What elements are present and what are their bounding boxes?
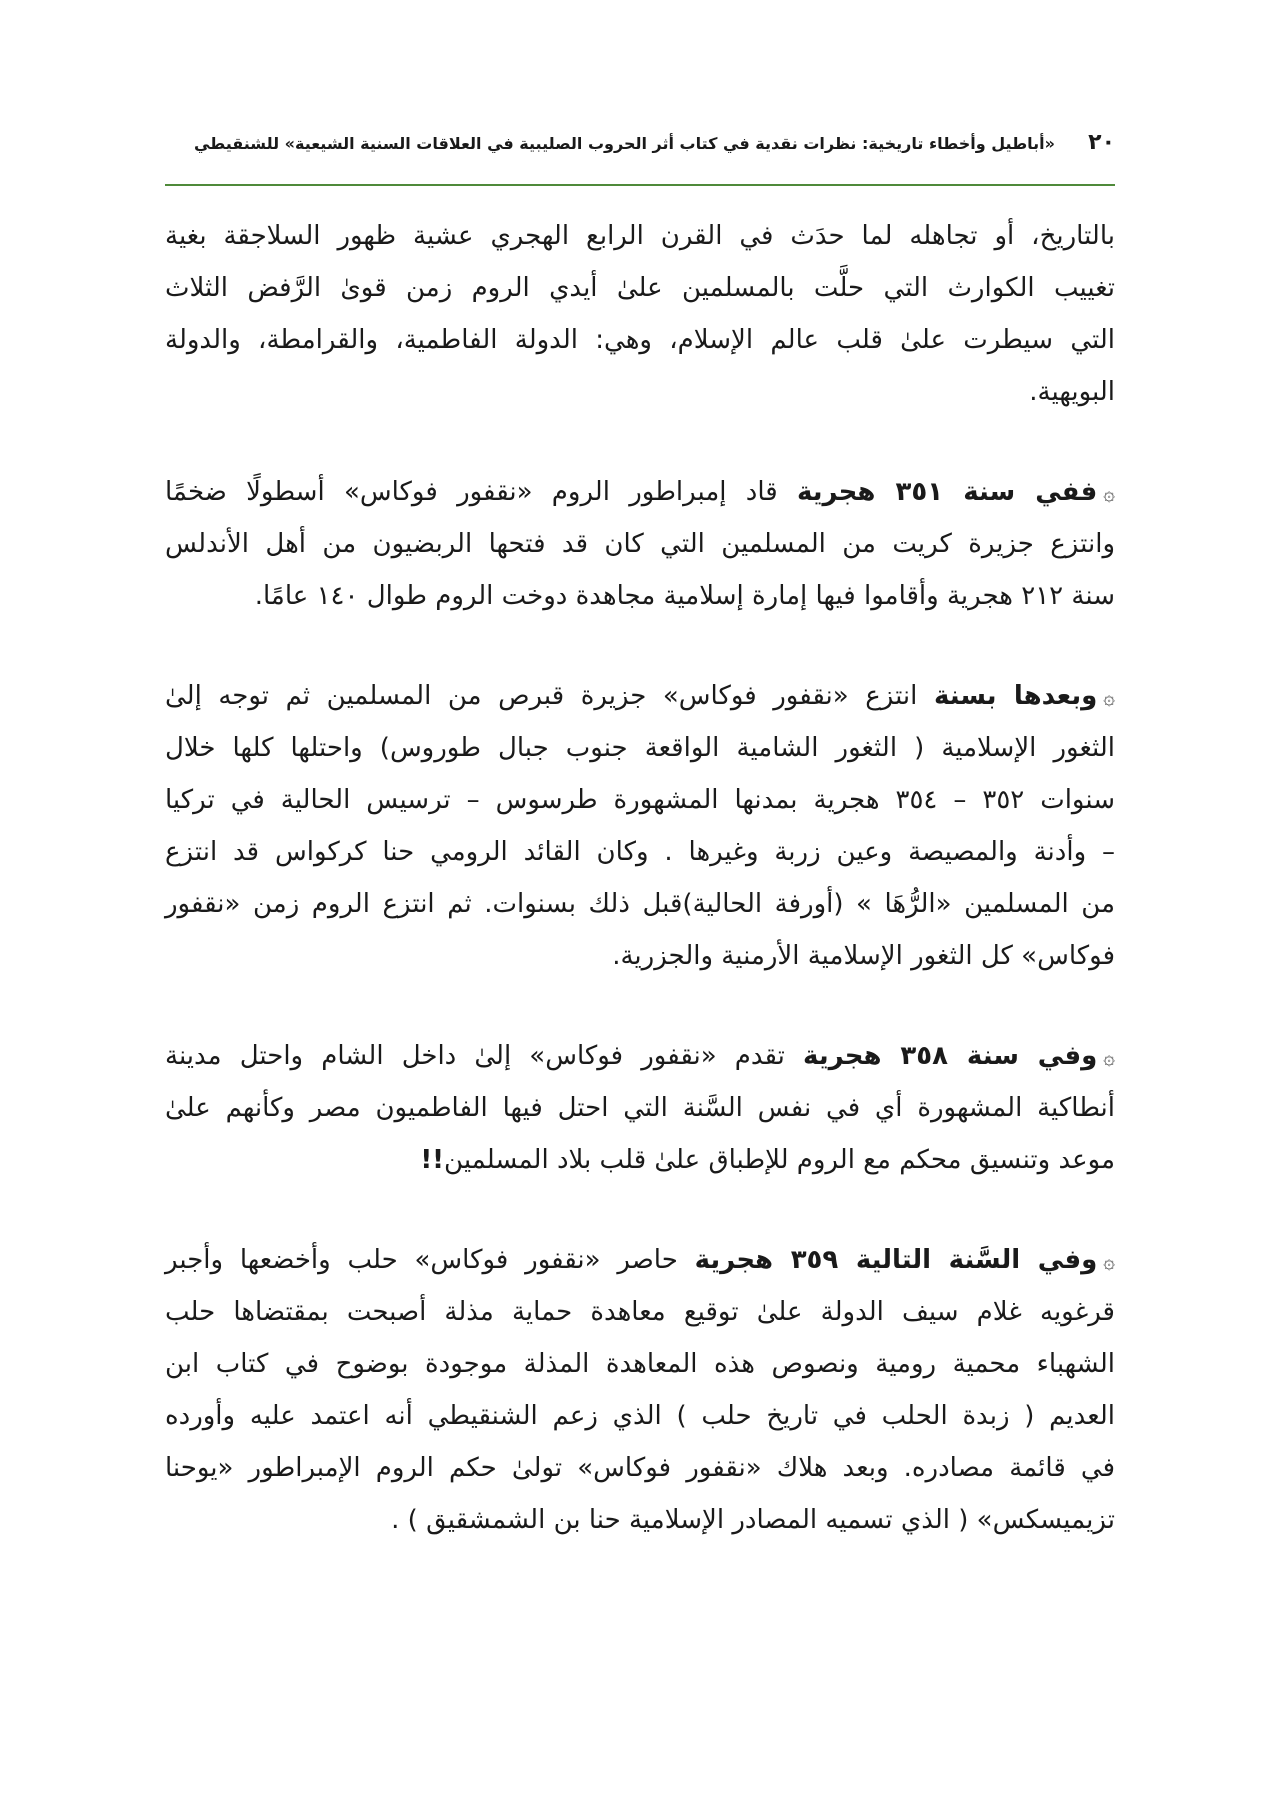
text-line	[165, 366, 1115, 418]
running-header	[165, 128, 1115, 168]
paragraph	[165, 210, 1115, 418]
text-segment: سنة ٢١٢ هجرية وأقاموا فيها إمارة إسلامية مجاهدة دوخت الروم طوال ١٤٠ عامًا.	[254, 581, 1115, 611]
bold-text: ففي سنة ٣٥١ هجرية	[796, 477, 1098, 507]
bold-text: وفي السَّنة التالية ٣٥٩ هجرية	[694, 1245, 1098, 1275]
text-segment: العديم ( زبدة الحلب في تاريخ حلب ) الذي زعم الشنقيطي أنه اعتمد عليه وأورده	[165, 1401, 1115, 1431]
text-line	[165, 262, 1115, 314]
bold-text: !!	[420, 1145, 445, 1175]
text-segment: في قائمة مصادره. وبعد هلاك «نقفور فوكاس» تولىٰ حكم الروم الإمبراطور «يوحنا	[165, 1453, 1115, 1483]
text-line	[165, 1030, 1115, 1082]
paragraph-marker-icon: ۞	[1103, 1045, 1115, 1069]
text-line	[165, 826, 1115, 878]
text-line	[165, 1134, 1115, 1186]
text-segment: أنطاكية المشهورة أي في نفس السَّنة التي احتل فيها الفاطميون مصر وكأنهم علىٰ	[165, 1093, 1115, 1123]
paragraph-marker-icon: ۞	[1103, 481, 1115, 505]
text-line	[165, 1442, 1115, 1494]
text-segment: البويهية.	[1029, 377, 1115, 407]
text-line	[165, 210, 1115, 262]
text-segment: تزيميسكس» ( الذي تسميه المصادر الإسلامية حنا بن الشمشقيق ) .	[391, 1505, 1115, 1535]
text-line	[165, 722, 1115, 774]
text-line	[165, 314, 1115, 366]
bold-text: وفي سنة ٣٥٨ هجرية	[803, 1041, 1098, 1071]
text-segment: تقدم «نقفور فوكاس» إلىٰ داخل الشام واحتل مدينة	[165, 1041, 804, 1071]
text-line	[165, 1234, 1115, 1286]
paragraph-marker-icon: ۞	[1103, 685, 1115, 709]
text-line	[165, 1286, 1115, 1338]
text-line	[165, 570, 1115, 622]
paragraph-marker-icon: ۞	[1103, 1249, 1115, 1273]
text-line	[165, 1082, 1115, 1134]
text-line	[165, 878, 1115, 930]
text-segment: التي سيطرت علىٰ قلب عالم الإسلام، وهي: الدولة الفاطمية، والقرامطة، والدولة	[165, 325, 1115, 355]
page-body	[165, 210, 1115, 1594]
text-segment: انتزع «نقفور فوكاس» جزيرة قبرص من المسلمين ثم توجه إلىٰ	[165, 681, 934, 711]
text-segment: بالتاريخ، أو تجاهله لما حدَث في القرن الرابع الهجري عشية ظهور السلاجقة بغية	[165, 221, 1115, 251]
header-rule	[165, 184, 1115, 186]
text-segment: الثغور الإسلامية ( الثغور الشامية الواقعة جنوب جبال طوروس) واحتلها كلها خلال	[165, 733, 1115, 763]
paragraph	[165, 1030, 1115, 1186]
text-segment: من المسلمين «الرُّهَا » (أورفة الحالية)قبل ذلك بسنوات. ثم انتزع الروم زمن «نقفور	[165, 889, 1115, 919]
text-segment: حاصر «نقفور فوكاس» حلب وأخضعها وأجبر	[165, 1245, 695, 1275]
text-segment: – وأدنة والمصيصة وعين زربة وغيرها . وكان القائد الرومي حنا كركواس قد انتزع	[165, 837, 1115, 867]
text-line	[165, 1338, 1115, 1390]
text-segment: موعد وتنسيق محكم مع الروم للإطباق علىٰ قلب بلاد المسلمين	[444, 1145, 1115, 1175]
text-line	[165, 930, 1115, 982]
text-line	[165, 1390, 1115, 1442]
text-line	[165, 1494, 1115, 1546]
text-segment: فوكاس» كل الثغور الإسلامية الأرمنية والجزرية.	[612, 941, 1115, 971]
text-line	[165, 774, 1115, 826]
text-segment: وانتزع جزيرة كريت من المسلمين التي كان قد فتحها الربضيون من أهل الأندلس	[165, 529, 1115, 559]
paragraph	[165, 670, 1115, 982]
text-segment: قرغويه غلام سيف الدولة علىٰ توقيع معاهدة حماية مذلة أصبحت بمقتضاها حلب	[165, 1297, 1115, 1327]
text-segment: تغييب الكوارث التي حلَّت بالمسلمين علىٰ أيدي الروم زمن قوىٰ الرَّفض الثلاث	[165, 273, 1115, 303]
text-segment: سنوات ٣٥٢ – ٣٥٤ هجرية بمدنها المشهورة طرسوس – ترسيس الحالية في تركيا	[165, 785, 1115, 815]
bold-text: وبعدها بسنة	[933, 681, 1098, 711]
text-segment: قاد إمبراطور الروم «نقفور فوكاس» أسطولًا ضخمًا	[165, 477, 797, 507]
text-line	[165, 670, 1115, 722]
paragraph	[165, 466, 1115, 622]
text-line	[165, 518, 1115, 570]
paragraph	[165, 1234, 1115, 1546]
running-title: «أباطيل وأخطاء تاريخية: نظرات نقدية في كتاب أثر الحروب الصليبية في العلاقات السنية الشيعية» للشنقيطي	[193, 134, 1055, 153]
text-line	[165, 466, 1115, 518]
page-number: ٢٠	[1088, 130, 1115, 155]
text-segment: الشهباء محمية رومية ونصوص هذه المعاهدة المذلة موجودة بوضوح في كتاب ابن	[165, 1349, 1115, 1379]
